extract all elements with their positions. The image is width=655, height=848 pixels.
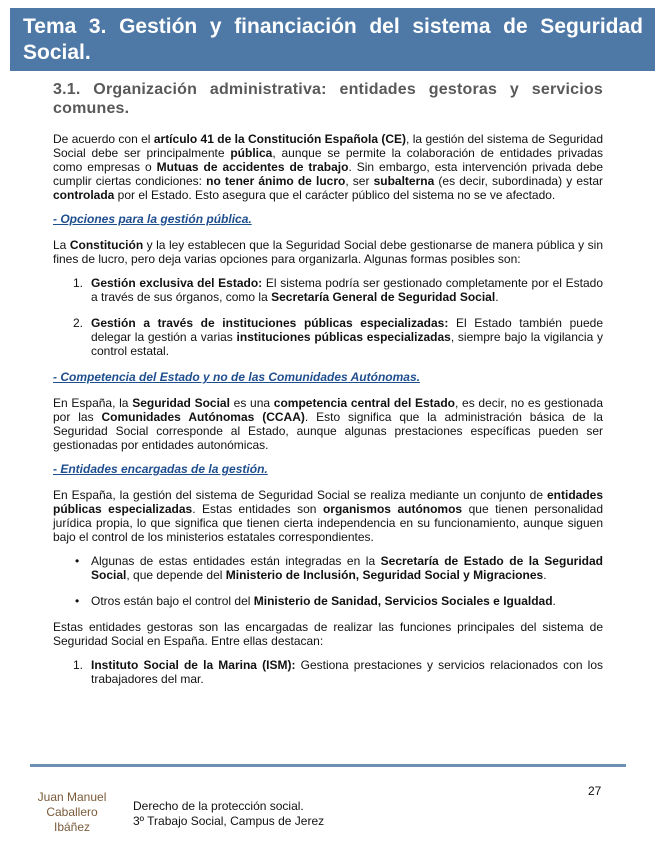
text-run: . Estas entidades son xyxy=(192,502,323,516)
bold-text: Comunidades Autónomas (CCAA) xyxy=(101,410,305,424)
text-run: , es decir, no es gestionada por las xyxy=(53,396,603,424)
bold-text: Mutuas de accidentes de trabajo xyxy=(156,160,349,174)
author-line: Caballero xyxy=(46,805,98,819)
bold-text: no tener ánimo de lucro xyxy=(206,174,346,188)
paragraph-destacan xyxy=(53,620,603,648)
text-run: es una xyxy=(229,396,274,410)
text-run: Gestiona prestaciones y servicios relacionados con los trabajadores del mar. xyxy=(91,658,603,686)
course-line: Derecho de la protección social. xyxy=(133,799,304,813)
text-run: En España, la xyxy=(53,396,133,410)
bold-text: Gestión a través de instituciones públicas especializadas: xyxy=(91,316,449,330)
subheading-competencia: - Competencia del Estado y no de las Comunidades Autónomas. xyxy=(53,370,420,384)
text-run: . xyxy=(552,594,556,608)
course-info xyxy=(133,799,324,829)
bold-text: Secretaría de Estado de la Seguridad Social xyxy=(91,554,603,582)
numbered-list-gestion xyxy=(53,276,603,358)
text-run: El sistema podría ser gestionado completamente por el Estado a través de sus órganos, como la xyxy=(91,276,603,304)
list-item xyxy=(53,554,603,582)
subheading-opciones: - Opciones para la gestión pública. xyxy=(53,212,252,226)
bold-text: artículo 41 de la Constitución Española (CE) xyxy=(153,132,407,146)
paragraph-competencia xyxy=(53,396,603,452)
bold-text: Gestión exclusiva del Estado: xyxy=(91,276,263,290)
footer-divider xyxy=(30,764,626,767)
text-run: . xyxy=(495,290,499,304)
text-run: Estas entidades gestoras son las encargadas de realizar las funciones principales del sistema de Seguridad Social en España. Entre ellas destacan: xyxy=(53,620,603,648)
text-run: , siempre bajo la vigilancia y control estatal. xyxy=(91,330,603,358)
bold-text: Secretaría General de Seguridad Social xyxy=(271,290,496,304)
list-marker: • xyxy=(75,554,80,568)
bold-text: Constitución xyxy=(69,238,144,252)
section-heading: 3.1. Organización administrativa: entidades gestoras y servicios comunes. xyxy=(53,81,603,117)
page-content xyxy=(53,80,603,698)
bold-text: organismos autónomos xyxy=(322,502,463,516)
bold-text: entidades públicas especializadas xyxy=(53,488,603,516)
text-run: Algunas de estas entidades están integradas en la xyxy=(91,554,381,568)
paragraph-constitucion xyxy=(53,238,603,266)
document-title: Tema 3. Gestión y financiación del sistema de Seguridad Social. xyxy=(23,15,643,64)
text-run: , ser xyxy=(345,174,374,188)
text-run: (es decir, subordinada) y estar xyxy=(434,174,604,188)
text-run: Otros están bajo el control del xyxy=(91,594,254,608)
text-run: que tienen personalidad jurídica propia, lo que significa que tienen cierta independencia en su funcionamiento, aunque siguen bajo el control de los ministerios estatales correspondientes. xyxy=(53,502,604,544)
paragraph-entidades xyxy=(53,488,603,544)
list-marker: 1. xyxy=(73,276,84,290)
author-line: Juan Manuel xyxy=(37,790,107,804)
title-banner xyxy=(10,8,655,71)
list-item xyxy=(53,658,603,686)
bold-text: Instituto Social de la Marina (ISM): xyxy=(91,658,296,672)
text-run: por el Estado. Esto asegura que el carácter público del sistema no se ve afectado. xyxy=(114,188,556,202)
text-run: , aunque se permite la colaboración de entidades privadas como empresas o xyxy=(53,146,603,174)
bold-text: pública xyxy=(230,146,273,160)
text-run: El Estado también puede delegar la gestión a varias xyxy=(91,316,603,344)
text-run: , que depende del xyxy=(126,568,226,582)
list-item xyxy=(53,276,603,304)
text-run: . Esto significa que la administración básica de la Seguridad Social corresponde al Estado, aunque algunas prestaciones específicas pueden ser gestionadas por entidades autonómicas. xyxy=(53,410,603,452)
bold-text: Ministerio de Inclusión, Seguridad Social y Migraciones xyxy=(225,568,544,582)
author-name xyxy=(28,790,116,835)
bold-text: subalterna xyxy=(373,174,435,188)
list-marker: 1. xyxy=(73,658,84,672)
list-marker: • xyxy=(75,594,80,608)
text-run: , la gestión del sistema de Seguridad Social debe ser principalmente xyxy=(53,132,603,160)
list-item xyxy=(53,594,603,608)
bold-text: Seguridad Social xyxy=(132,396,230,410)
intro-paragraph xyxy=(53,132,603,202)
bold-text: competencia central del Estado xyxy=(273,396,455,410)
list-marker: 2. xyxy=(73,316,84,330)
author-line: Ibáñez xyxy=(53,820,91,834)
list-item xyxy=(53,316,603,358)
bold-text: instituciones públicas especializadas xyxy=(236,330,451,344)
subheading-entidades: - Entidades encargadas de la gestión. xyxy=(53,462,268,476)
text-run: La xyxy=(53,238,70,252)
course-line: 3º Trabajo Social, Campus de Jerez xyxy=(133,814,325,828)
numbered-list-entidades xyxy=(53,658,603,686)
text-run: De acuerdo con el xyxy=(53,132,154,146)
bullet-list-entidades xyxy=(53,554,603,608)
text-run: y la ley establecen que la Seguridad Social debe gestionarse de manera pública y sin fines de lucro, pero deja varias opciones para organizarla. Algunas formas posibles son: xyxy=(53,238,604,266)
text-run: . xyxy=(543,568,547,582)
page-number: 27 xyxy=(588,784,602,798)
bold-text: Ministerio de Sanidad, Servicios Sociales e Igualdad xyxy=(253,594,553,608)
bold-text: controlada xyxy=(53,188,115,202)
text-run: . Sin embargo, esta intervención privada debe cumplir ciertas condiciones: xyxy=(53,160,603,188)
text-run: En España, la gestión del sistema de Seguridad Social se realiza mediante un conjunto de xyxy=(53,488,547,502)
